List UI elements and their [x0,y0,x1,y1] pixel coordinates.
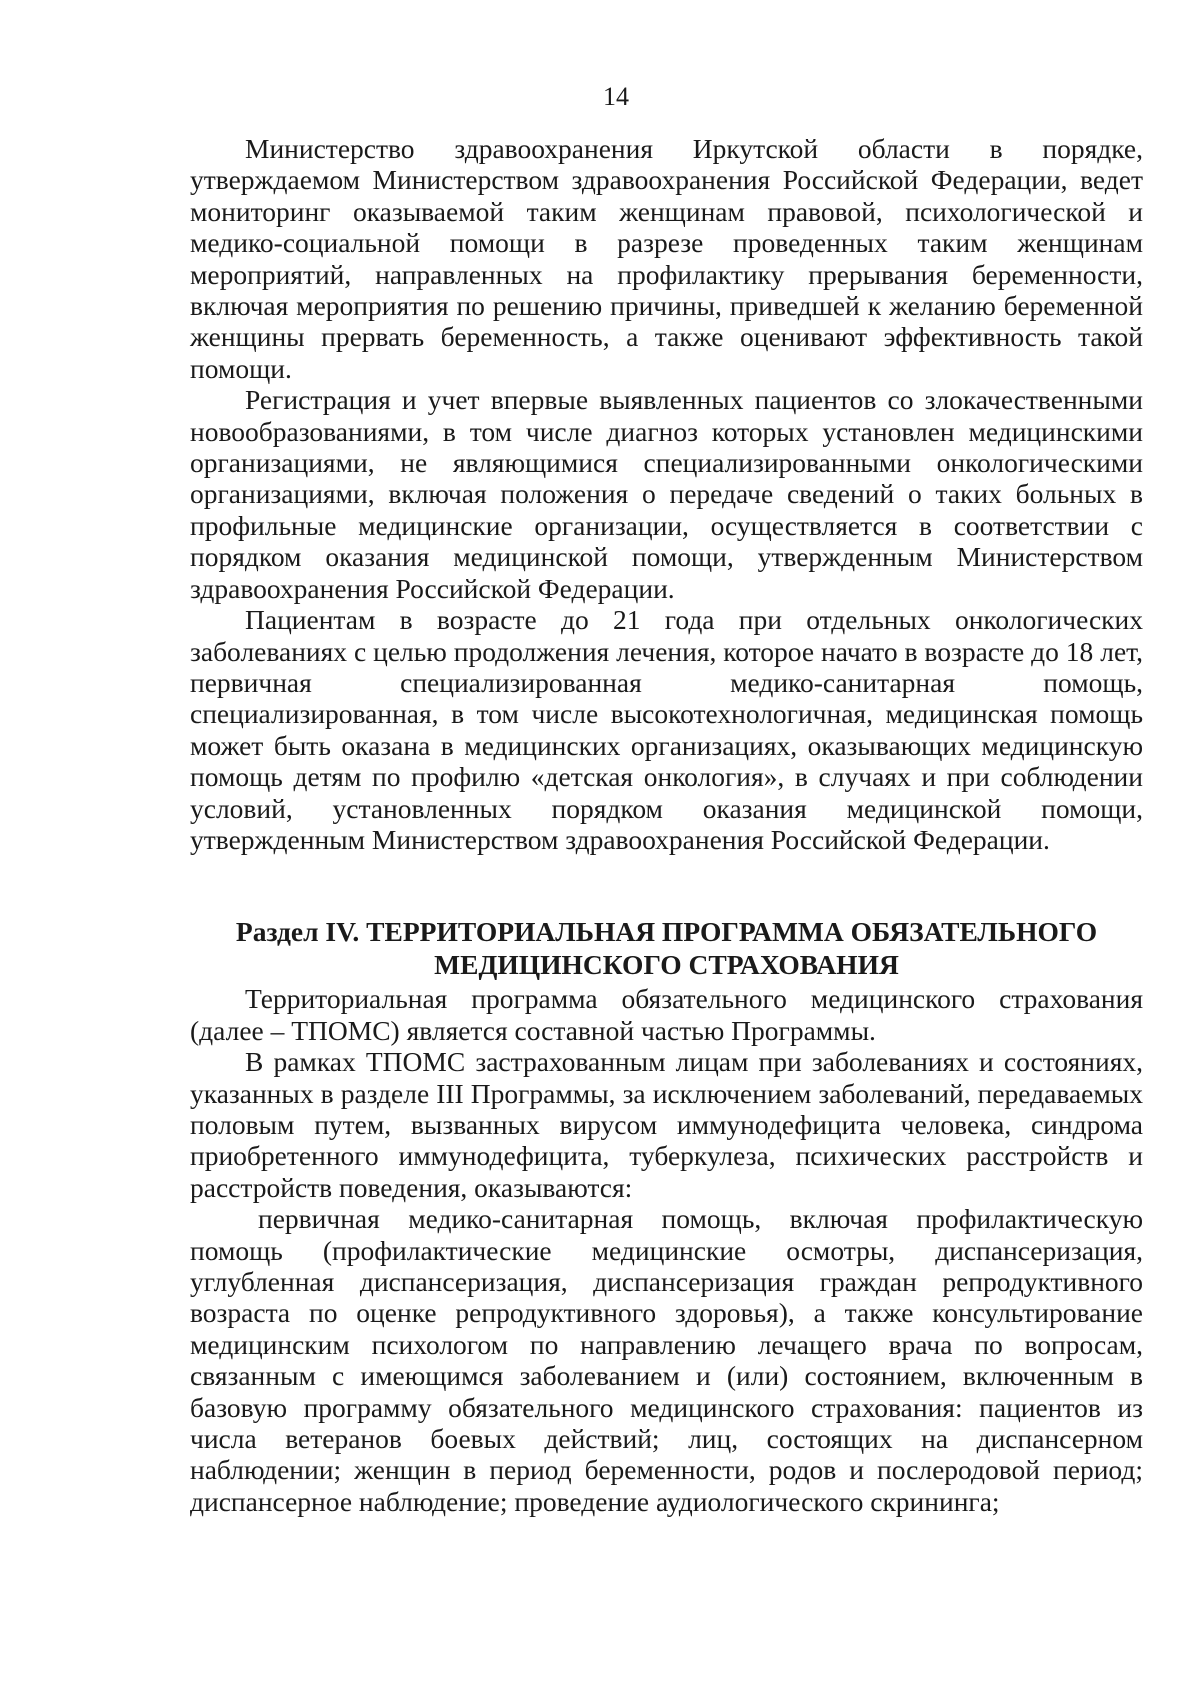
paragraph-patients-under-21: Пациентам в возрасте до 21 года при отдельных онкологических заболеваниях с целью продолжения лечения, которое начато в возрасте до 18 лет, первичная специализированная медико-санитарная помощь, специализированная, в том числе высокотехнологичная, медицинская помощь может быть оказана в медицинских организациях, оказывающих медицинскую помощь детям по профилю «детская онкология», в случаях и при соблюдении условий, установленных порядком оказания медицинской помощи, утвержденным Министерством здравоохранения Российской Федерации. [190,604,1143,855]
section-heading-line-2: МЕДИЦИНСКОГО СТРАХОВАНИЯ [434,949,899,981]
paragraph-oncology-registration: Регистрация и учет впервые выявленных пациентов со злокачественными новообразованиями, в том числе диагноз которых установлен медицинскими организациями, не являющимися специализированными онкологическими организациями, включая положения о передаче сведений о таких больных в профильные медицинские организации, осуществляется в соответствии с порядком оказания медицинской помощи, утвержденным Министерством здравоохранения Российской Федерации. [190,384,1143,604]
page-number: 14 [603,82,629,111]
section-heading [190,915,1143,981]
paragraph-monitoring: Министерство здравоохранения Иркутской области в порядке, утверждаемом Министерством здравоохранения Российской Федерации, ведет мониторинг оказываемой таким женщинам правовой, психологической и медико-социальной помощи в разрезе проведенных таким женщинам мероприятий, направленных на профилактику прерывания беременности, включая мероприятия по решению причины, приведшей к желанию беременной женщины прервать беременность, а также оценивают эффективность такой помощи. [190,133,1143,384]
section-heading-line-1: Раздел IV. ТЕРРИТОРИАЛЬНАЯ ПРОГРАММА ОБЯЗАТЕЛЬНОГО [235,916,1098,948]
paragraph-tpoms-definition: Территориальная программа обязательного медицинского страхования (далее – ТПОМС) является составной частью Программы. [190,983,1143,1046]
page-body [190,133,1143,1517]
paragraph-primary-care: первичная медико-санитарная помощь, включая профилактическую помощь (профилактические медицинские осмотры, диспансеризация, углубленная диспансеризация, диспансеризация граждан репродуктивного возраста по оценке репродуктивного здоровья), а также консультирование медицинским психологом по направлению лечащего врача по вопросам, связанным с имеющимся заболеванием и (или) состоянием, включенным в базовую программу обязательного медицинского страхования: пациентов из числа ветеранов боевых действий; лиц, состоящих на диспансерном наблюдении; женщин в период беременности, родов и послеродовой период; диспансерное наблюдение; проведение аудиологического скрининга; [190,1203,1143,1517]
paragraph-tpoms-scope: В рамках ТПОМС застрахованным лицам при заболеваниях и состояниях, указанных в разделе III Программы, за исключением заболеваний, передаваемых половым путем, вызванных вирусом иммунодефицита человека, синдрома приобретенного иммунодефицита, туберкулеза, психических расстройств и расстройств поведения, оказываются: [190,1046,1143,1203]
